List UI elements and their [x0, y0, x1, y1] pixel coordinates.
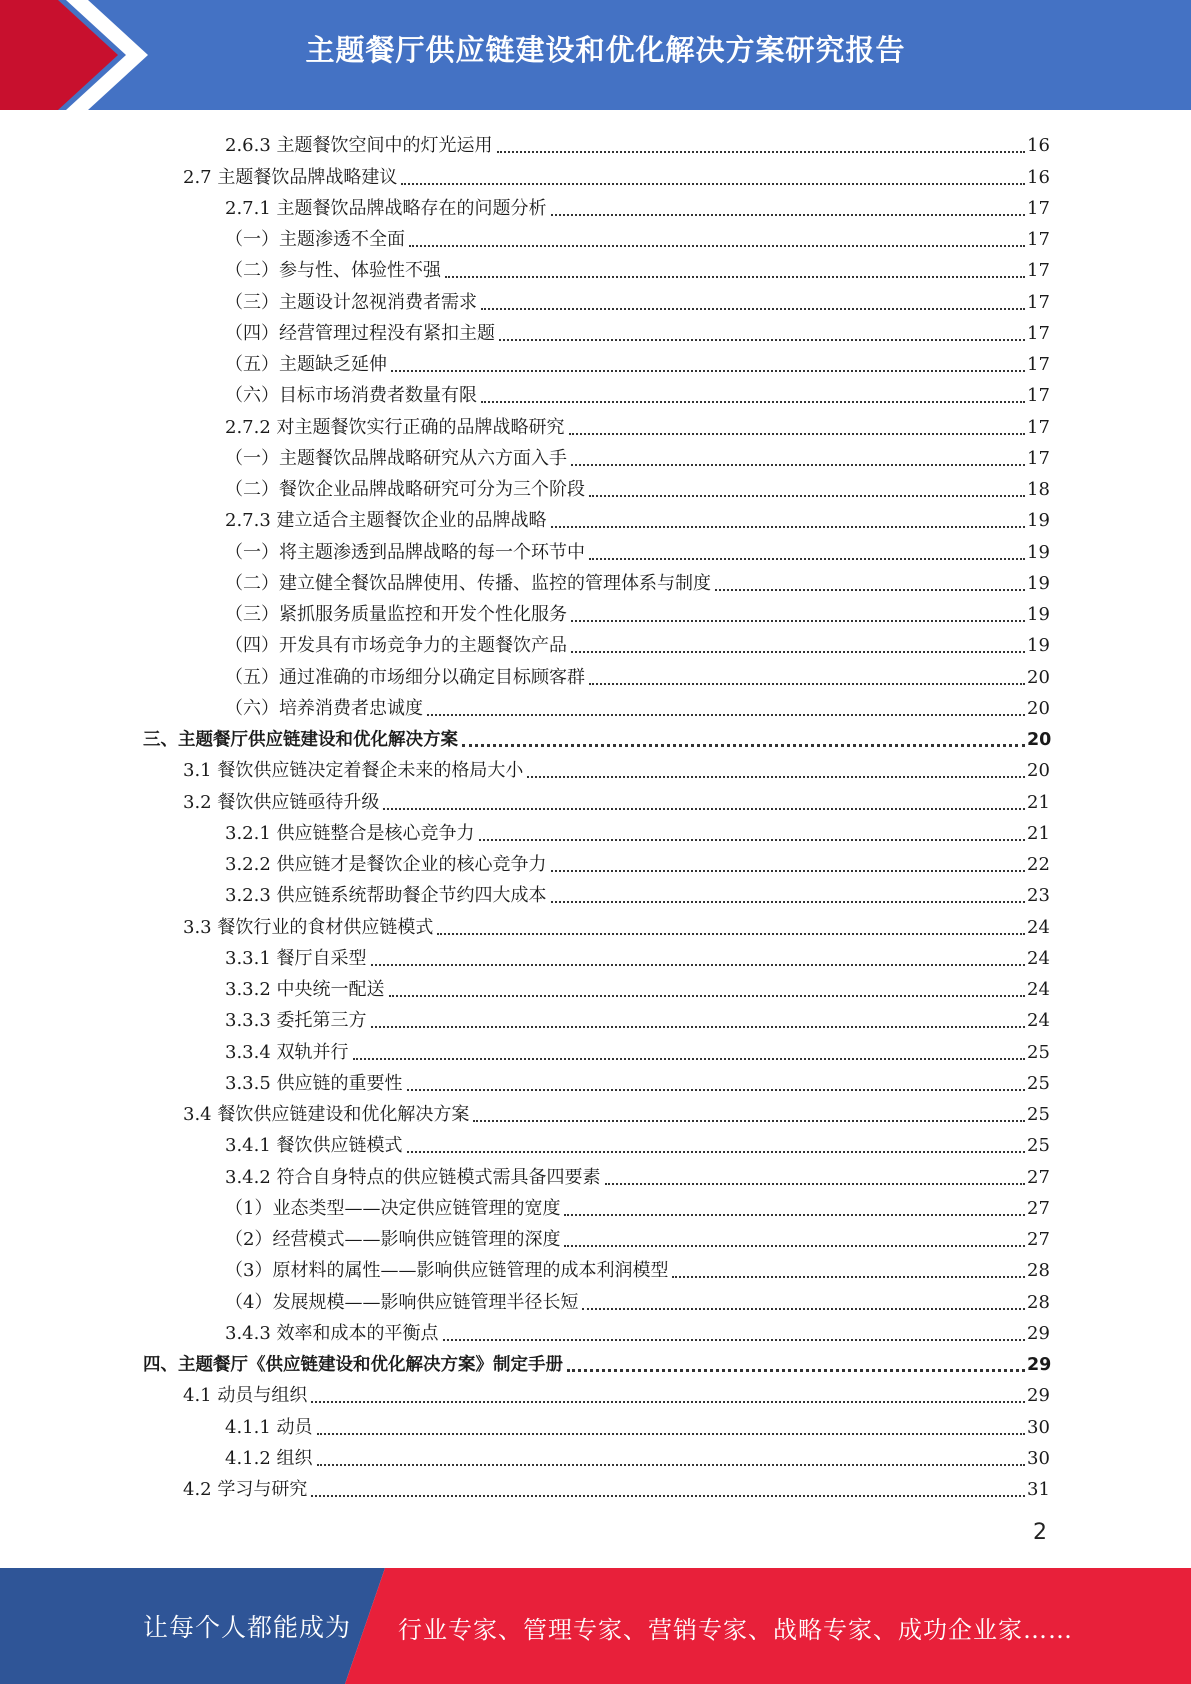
- toc-entry-title: 3.4.1 餐饮供应链模式: [225, 1135, 403, 1157]
- toc-entry-title: （二）建立健全餐饮品牌使用、传播、监控的管理体系与制度: [225, 572, 711, 594]
- dot-leader: [571, 620, 1025, 622]
- dot-leader: [311, 1401, 1025, 1403]
- toc-entry[interactable]: [0, 722, 1191, 753]
- toc-entry-page: 17: [1027, 385, 1050, 407]
- dot-leader: [567, 1369, 1025, 1372]
- dot-leader: [582, 1308, 1025, 1310]
- toc-entry[interactable]: [0, 1034, 1191, 1065]
- toc-entry-title: 3.4.2 符合自身特点的供应链模式需具备四要素: [225, 1166, 601, 1188]
- toc-entry-title: （2）经营模式——影响供应链管理的深度: [225, 1229, 561, 1250]
- table-of-contents: [0, 128, 1191, 1503]
- toc-entry-title: 4.2 学习与研究: [183, 1479, 308, 1500]
- dot-leader: [551, 901, 1025, 903]
- toc-entry-title: 3.4 餐饮供应链建设和优化解决方案: [183, 1104, 470, 1125]
- toc-entry-title: 2.7 主题餐饮品牌战略建议: [183, 166, 398, 188]
- toc-entry[interactable]: [0, 1066, 1191, 1097]
- dot-leader: [481, 308, 1025, 310]
- toc-entry[interactable]: [0, 1472, 1191, 1503]
- toc-entry-title: 3.2.3 供应链系统帮助餐企节约四大成本: [225, 885, 547, 907]
- dot-leader: [589, 495, 1025, 497]
- toc-entry-title: （三）紧抓服务质量监控和开发个性化服务: [225, 604, 567, 625]
- toc-entry[interactable]: [0, 597, 1191, 628]
- toc-entry-title: （一）将主题渗透到品牌战略的每一个环节中: [225, 541, 585, 563]
- toc-entry-page: 18: [1027, 479, 1050, 500]
- footer-slogan-left: 让每个人都能成为: [143, 1613, 352, 1642]
- toc-entry-title: 3.3 餐饮行业的食材供应链模式: [183, 916, 434, 938]
- toc-entry-title: （五）通过准确的市场细分以确定目标顾客群: [225, 666, 585, 688]
- dot-leader: [589, 683, 1025, 685]
- dot-leader: [371, 1026, 1025, 1028]
- dot-leader: [462, 744, 1025, 747]
- dot-leader: [353, 1058, 1025, 1060]
- dot-leader: [401, 183, 1025, 185]
- toc-entry[interactable]: [0, 1003, 1191, 1034]
- toc-entry-page: 24: [1027, 1010, 1050, 1032]
- toc-entry-page: 25: [1027, 1041, 1050, 1063]
- toc-entry[interactable]: [0, 1159, 1191, 1190]
- toc-entry[interactable]: [0, 878, 1191, 909]
- toc-entry[interactable]: [0, 1097, 1191, 1128]
- toc-entry-page: 20: [1027, 730, 1052, 750]
- dot-leader: [473, 1120, 1025, 1122]
- toc-entry[interactable]: [0, 253, 1191, 284]
- toc-entry-page: 28: [1027, 1291, 1050, 1313]
- dot-leader: [551, 526, 1025, 528]
- toc-entry-title: 3.2.2 供应链才是餐饮企业的核心竞争力: [225, 854, 547, 875]
- toc-entry[interactable]: [0, 1253, 1191, 1284]
- toc-entry-title: （一）主题渗透不全面: [225, 229, 405, 250]
- dot-leader: [383, 808, 1025, 810]
- toc-entry[interactable]: [0, 472, 1191, 503]
- toc-entry-page: 24: [1027, 916, 1050, 938]
- toc-entry-page: 19: [1027, 635, 1050, 657]
- toc-entry-title: 2.7.1 主题餐饮品牌战略存在的问题分析: [225, 197, 547, 219]
- document-title: 主题餐厅供应链建设和优化解决方案研究报告: [305, 33, 906, 67]
- toc-entry-page: 31: [1027, 1479, 1050, 1500]
- toc-entry-title: 四、主题餐厅《供应链建设和优化解决方案》制定手册: [143, 1355, 563, 1375]
- toc-entry[interactable]: [0, 284, 1191, 315]
- dot-leader: [317, 1464, 1025, 1466]
- toc-entry[interactable]: [0, 847, 1191, 878]
- toc-entry-title: 3.3.5 供应链的重要性: [225, 1072, 403, 1094]
- toc-entry-title: （3）原材料的属性——影响供应链管理的成本利润模型: [225, 1260, 669, 1282]
- toc-entry-title: （一）主题餐饮品牌战略研究从六方面入手: [225, 447, 567, 469]
- toc-entry-page: 28: [1027, 1260, 1050, 1282]
- toc-entry[interactable]: [0, 941, 1191, 972]
- toc-entry-title: 4.1.1 动员: [225, 1416, 313, 1438]
- toc-entry[interactable]: [0, 159, 1191, 190]
- toc-entry-title: 2.7.2 对主题餐饮实行正确的品牌战略研究: [225, 416, 565, 438]
- toc-entry[interactable]: [0, 347, 1191, 378]
- toc-entry[interactable]: [0, 1284, 1191, 1315]
- toc-entry-page: 19: [1027, 510, 1050, 532]
- toc-entry-title: 3.2.1 供应链整合是核心竞争力: [225, 822, 475, 844]
- toc-entry-page: 16: [1027, 135, 1050, 157]
- toc-entry-title: 3.3.2 中央统一配送: [225, 979, 385, 1000]
- toc-entry-page: 20: [1027, 666, 1050, 688]
- page-number: 2: [1033, 1520, 1047, 1545]
- dot-leader: [605, 1183, 1025, 1185]
- toc-entry[interactable]: [0, 1378, 1191, 1409]
- dot-leader: [427, 714, 1025, 716]
- toc-entry-page: 20: [1027, 760, 1050, 782]
- toc-entry-page: 29: [1027, 1355, 1052, 1375]
- toc-entry-page: 24: [1027, 979, 1050, 1000]
- toc-entry-title: （六）目标市场消费者数量有限: [225, 385, 477, 407]
- dot-leader: [391, 370, 1025, 372]
- toc-entry[interactable]: [0, 1441, 1191, 1472]
- toc-entry-page: 30: [1027, 1447, 1050, 1469]
- toc-entry-title: 3.4.3 效率和成本的平衡点: [225, 1322, 439, 1344]
- toc-entry-page: 27: [1027, 1197, 1050, 1219]
- toc-entry-title: 三、主题餐厅供应链建设和优化解决方案: [143, 730, 458, 750]
- toc-entry-page: 20: [1027, 697, 1050, 719]
- toc-entry-page: 17: [1027, 354, 1050, 375]
- toc-entry[interactable]: [0, 753, 1191, 784]
- toc-entry-page: 23: [1027, 885, 1050, 907]
- toc-entry[interactable]: [0, 1347, 1191, 1378]
- toc-entry[interactable]: [0, 1128, 1191, 1159]
- dot-leader: [589, 558, 1025, 560]
- toc-entry[interactable]: [0, 659, 1191, 690]
- toc-entry[interactable]: [0, 566, 1191, 597]
- toc-entry-title: 4.1 动员与组织: [183, 1385, 308, 1407]
- dot-leader: [499, 339, 1025, 341]
- toc-entry[interactable]: [0, 628, 1191, 659]
- dot-leader: [317, 1433, 1025, 1435]
- toc-entry-page: 25: [1027, 1104, 1050, 1125]
- toc-entry-title: （四）开发具有市场竞争力的主题餐饮产品: [225, 635, 567, 657]
- toc-entry-page: 19: [1027, 572, 1050, 594]
- toc-entry-page: 29: [1027, 1385, 1050, 1407]
- toc-entry-page: 17: [1027, 291, 1050, 313]
- dot-leader: [437, 933, 1025, 935]
- toc-entry[interactable]: [0, 409, 1191, 440]
- toc-entry-page: 25: [1027, 1072, 1050, 1094]
- dot-leader: [527, 776, 1025, 778]
- toc-entry-title: 3.3.3 委托第三方: [225, 1010, 367, 1032]
- dot-leader: [409, 245, 1025, 247]
- dot-leader: [407, 1089, 1025, 1091]
- toc-entry-page: 17: [1027, 447, 1050, 469]
- dot-leader: [551, 870, 1025, 872]
- toc-entry-page: 29: [1027, 1322, 1050, 1344]
- toc-entry-title: （六）培养消费者忠诚度: [225, 697, 423, 719]
- toc-entry-page: 22: [1027, 854, 1050, 875]
- dot-leader: [445, 276, 1025, 278]
- toc-entry-page: 25: [1027, 1135, 1050, 1157]
- dot-leader: [407, 1151, 1025, 1153]
- toc-entry-page: 17: [1027, 197, 1050, 219]
- dot-leader: [371, 964, 1025, 966]
- dot-leader: [564, 1214, 1025, 1216]
- toc-entry[interactable]: [0, 972, 1191, 1003]
- page-header: [0, 0, 1191, 110]
- toc-entry-title: （四）经营管理过程没有紧扣主题: [225, 322, 495, 344]
- toc-entry-page: 21: [1027, 791, 1050, 813]
- toc-entry[interactable]: [0, 1409, 1191, 1440]
- dot-leader: [479, 839, 1025, 841]
- toc-entry[interactable]: [0, 378, 1191, 409]
- toc-entry-title: （4）发展规模——影响供应链管理半径长短: [225, 1291, 579, 1313]
- toc-entry-title: （二）参与性、体验性不强: [225, 260, 441, 282]
- toc-entry-page: 17: [1027, 322, 1050, 344]
- toc-entry-title: （五）主题缺乏延伸: [225, 354, 387, 375]
- dot-leader: [311, 1495, 1025, 1497]
- toc-entry[interactable]: [0, 909, 1191, 940]
- toc-entry[interactable]: [0, 1191, 1191, 1222]
- toc-entry[interactable]: [0, 128, 1191, 159]
- dot-leader: [389, 995, 1025, 997]
- dot-leader: [672, 1276, 1025, 1278]
- toc-entry-page: 17: [1027, 229, 1050, 250]
- toc-entry-page: 17: [1027, 416, 1050, 438]
- toc-entry-page: 27: [1027, 1229, 1050, 1250]
- toc-entry[interactable]: [0, 503, 1191, 534]
- toc-entry[interactable]: [0, 691, 1191, 722]
- toc-entry-title: 3.3.1 餐厅自采型: [225, 947, 367, 969]
- toc-entry-title: 4.1.2 组织: [225, 1447, 313, 1469]
- toc-entry-title: 3.3.4 双轨并行: [225, 1041, 349, 1063]
- toc-entry-page: 17: [1027, 260, 1050, 282]
- dot-leader: [715, 589, 1025, 591]
- toc-entry-title: 3.2 餐饮供应链亟待升级: [183, 791, 380, 813]
- toc-entry[interactable]: [0, 1222, 1191, 1253]
- toc-entry[interactable]: [0, 316, 1191, 347]
- dot-leader: [571, 651, 1025, 653]
- toc-entry[interactable]: [0, 534, 1191, 565]
- page-footer: [0, 1568, 1191, 1684]
- dot-leader: [481, 401, 1025, 403]
- toc-entry[interactable]: [0, 784, 1191, 815]
- dot-leader: [443, 1339, 1025, 1341]
- dot-leader: [571, 464, 1025, 466]
- toc-entry-title: （三）主题设计忽视消费者需求: [225, 291, 477, 313]
- toc-entry-title: 3.1 餐饮供应链决定着餐企未来的格局大小: [183, 760, 524, 782]
- toc-entry[interactable]: [0, 1316, 1191, 1347]
- toc-entry-page: 19: [1027, 604, 1050, 625]
- dot-leader: [564, 1245, 1025, 1247]
- footer-slogan-right: 行业专家、管理专家、营销专家、战略专家、成功企业家……: [398, 1616, 1073, 1644]
- toc-entry[interactable]: [0, 816, 1191, 847]
- toc-entry-page: 19: [1027, 541, 1050, 563]
- dot-leader: [569, 433, 1025, 435]
- toc-entry[interactable]: [0, 222, 1191, 253]
- toc-entry-title: 2.7.3 建立适合主题餐饮企业的品牌战略: [225, 510, 547, 532]
- dot-leader: [551, 214, 1025, 216]
- toc-entry-page: 16: [1027, 166, 1050, 188]
- toc-entry-page: 27: [1027, 1166, 1050, 1188]
- toc-entry-title: （二）餐饮企业品牌战略研究可分为三个阶段: [225, 479, 585, 500]
- toc-entry[interactable]: [0, 441, 1191, 472]
- toc-entry-page: 21: [1027, 822, 1050, 844]
- toc-entry-page: 30: [1027, 1416, 1050, 1438]
- toc-entry[interactable]: [0, 191, 1191, 222]
- toc-entry-title: （1）业态类型——决定供应链管理的宽度: [225, 1197, 561, 1219]
- toc-entry-page: 24: [1027, 947, 1050, 969]
- toc-entry-title: 2.6.3 主题餐饮空间中的灯光运用: [225, 135, 493, 157]
- dot-leader: [497, 151, 1025, 153]
